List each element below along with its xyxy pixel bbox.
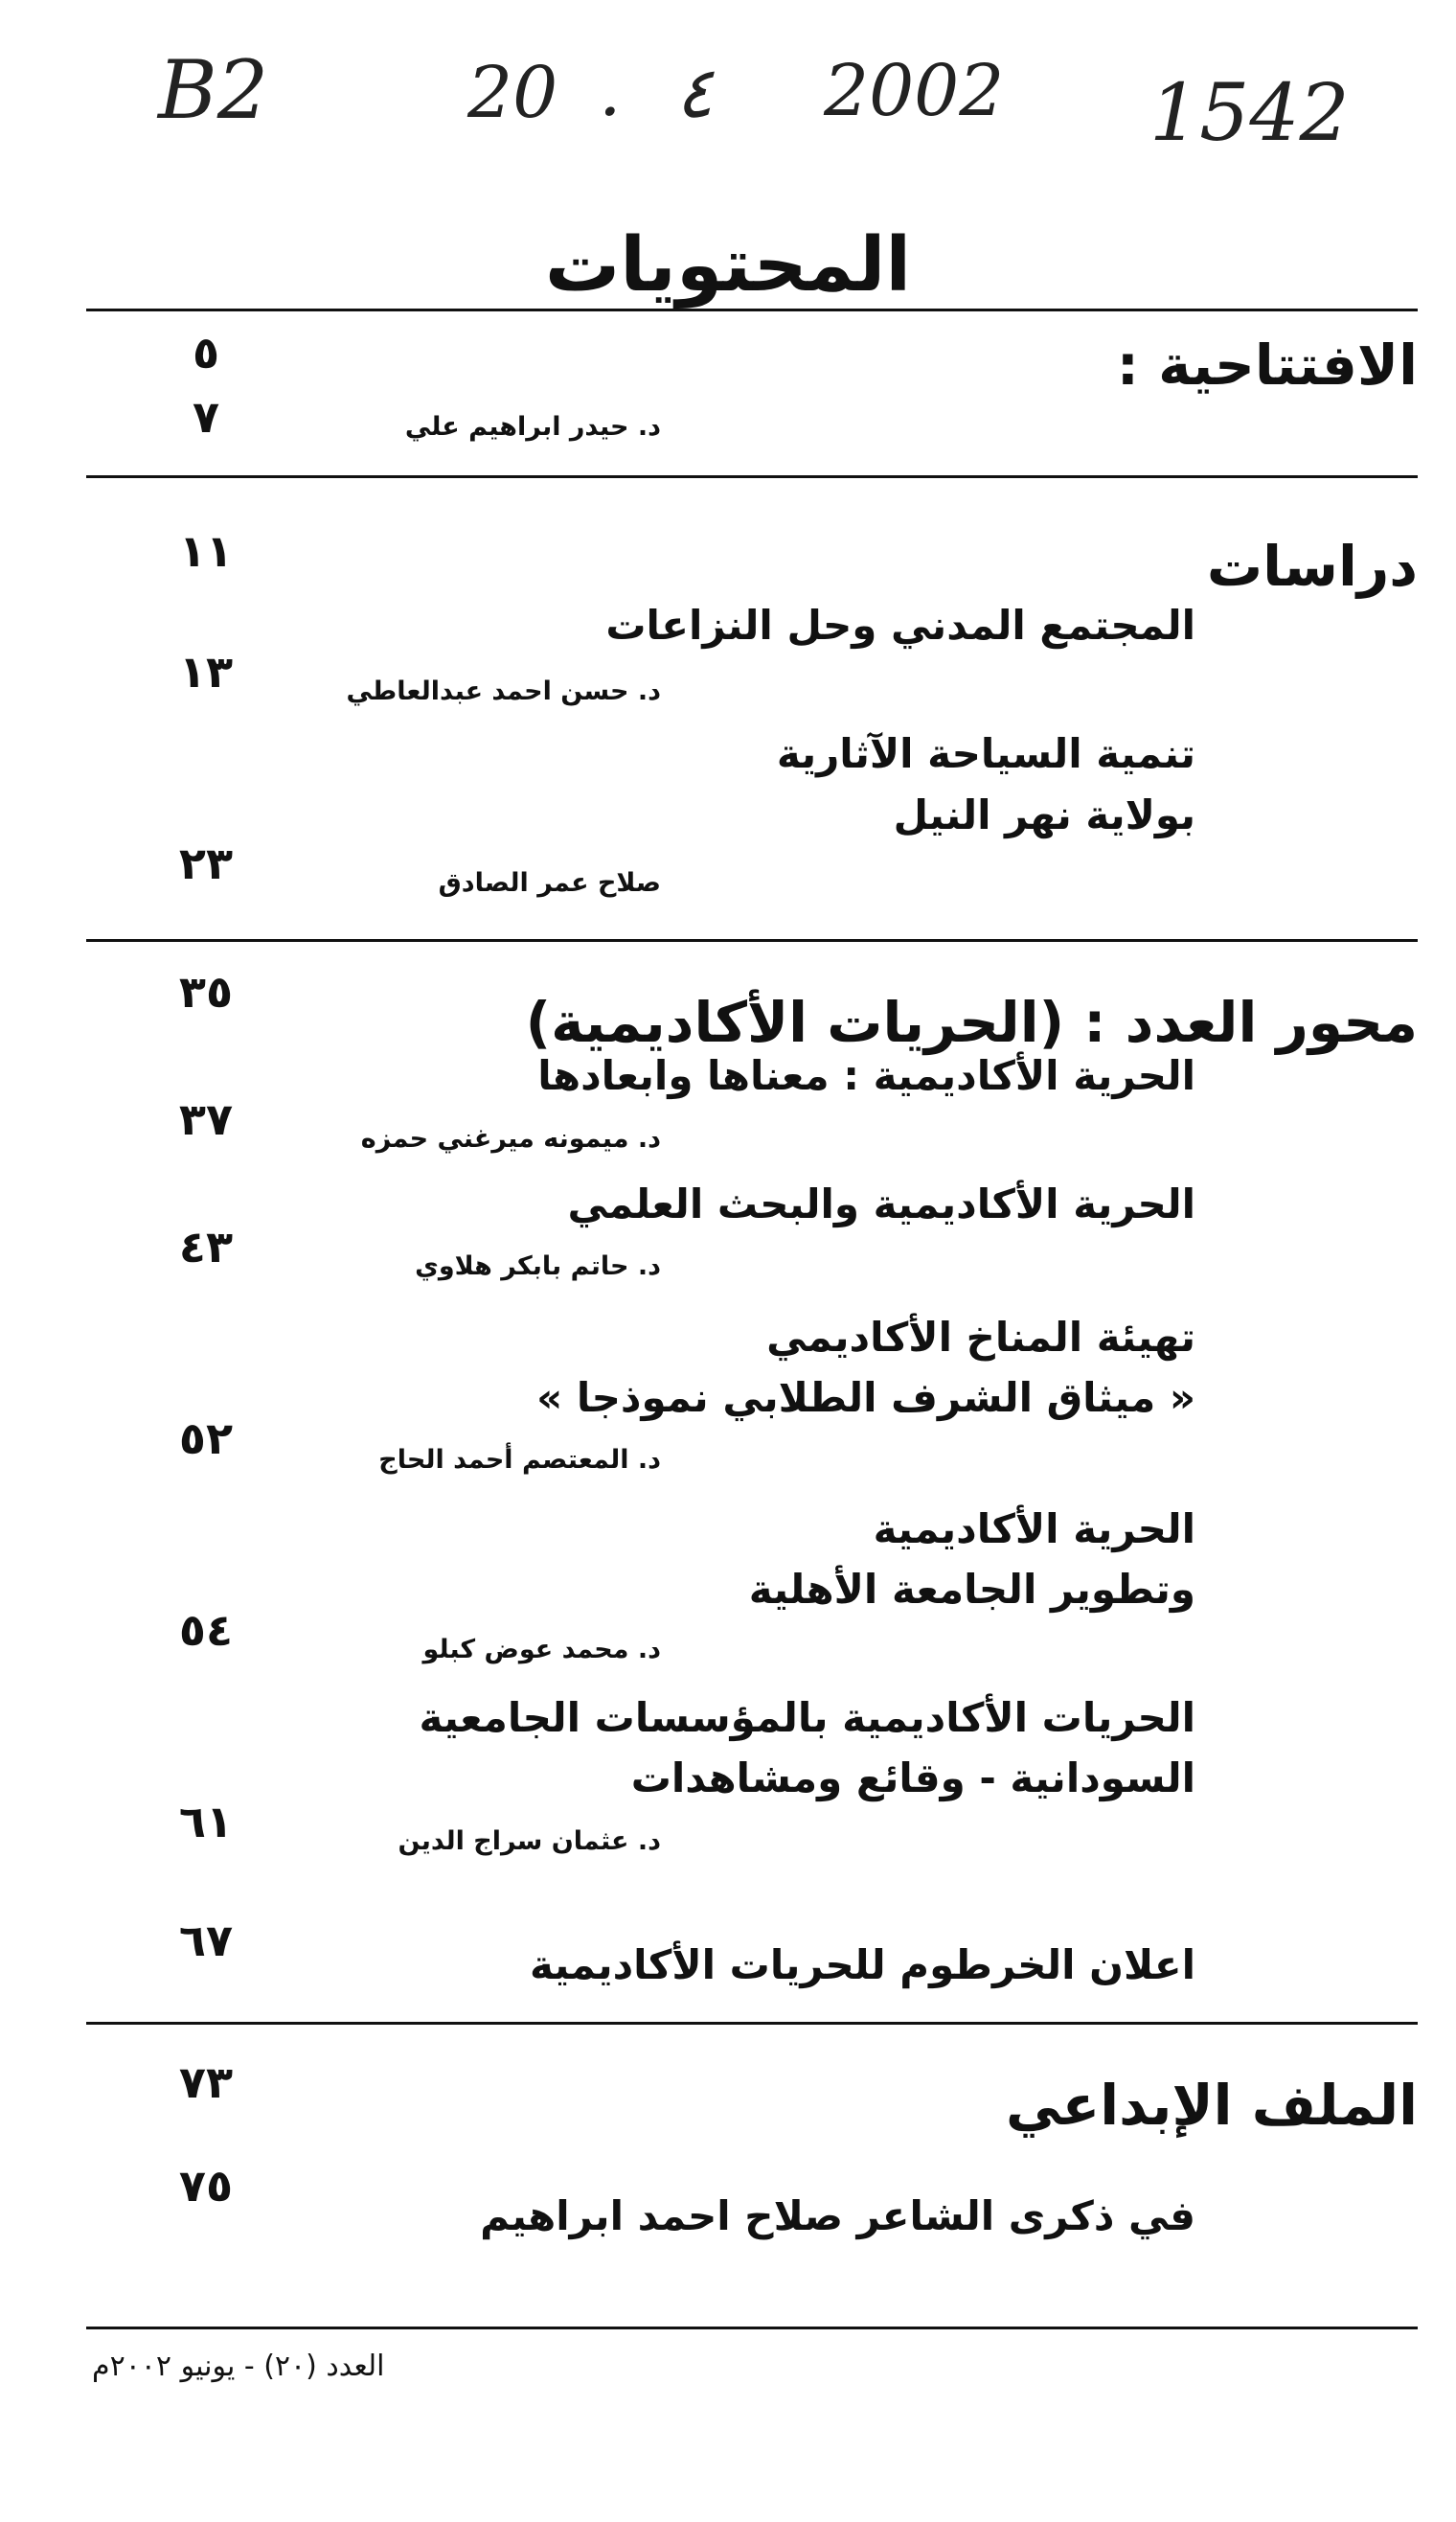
handwritten-note-1: B2: [158, 43, 269, 137]
page-number: ١٣: [178, 646, 234, 698]
page-number: ٦٧: [178, 1914, 234, 1966]
page-number: ٧٥: [178, 2160, 234, 2212]
handwritten-note-3: .: [599, 50, 622, 132]
article-title: تهيئة المناخ الأكاديمي: [766, 1314, 1195, 1361]
section-heading-focus: محور العدد : (الحريات الأكاديمية): [525, 990, 1418, 1055]
article-title: السودانية - وقائع ومشاهدات: [630, 1754, 1195, 1801]
article-title: اعلان الخرطوم للحريات الأكاديمية: [530, 1941, 1195, 1988]
page-number: ٤٣: [178, 1221, 234, 1272]
article-title: وتطوير الجامعة الأهلية: [748, 1566, 1195, 1613]
author-name: د. حيدر ابراهيم علي: [404, 412, 661, 442]
page-number: ٦١: [178, 1796, 234, 1847]
section-divider: [86, 939, 1418, 942]
article-title: الحرية الأكاديمية : معناها وابعادها: [537, 1052, 1195, 1099]
page-title: المحتويات: [544, 222, 912, 309]
author-name: د. عثمان سراج الدين: [398, 1826, 661, 1856]
handwritten-note-6: 1542: [1149, 68, 1350, 159]
page-number: ٧: [192, 391, 220, 443]
handwritten-note-2: 20: [467, 52, 558, 134]
page-number: ٧٣: [178, 2056, 234, 2108]
section-heading-creative: الملف الإبداعي: [1005, 2073, 1418, 2138]
article-title: في ذكرى الشاعر صلاح احمد ابراهيم: [480, 2192, 1195, 2239]
author-name: د. ميمونه ميرغني حمزه: [360, 1124, 661, 1154]
author-name: د. حسن احمد عبدالعاطي: [346, 676, 661, 706]
article-title: الحريات الأكاديمية بالمؤسسات الجامعية: [419, 1694, 1195, 1741]
article-title: بولاية نهر النيل: [893, 791, 1195, 838]
author-name: د. حاتم بابكر هلاوي: [415, 1251, 661, 1281]
issue-footer: العدد (٢٠) - يونيو ٢٠٠٢م: [92, 2350, 385, 2383]
page-number: ٥٤: [178, 1604, 234, 1656]
author-name: د. المعتصم أحمد الحاج: [378, 1445, 661, 1475]
article-title: الحرية الأكاديمية والبحث العلمي: [567, 1181, 1195, 1227]
author-name: صلاح عمر الصادق: [438, 868, 661, 898]
article-title: « ميثاق الشرف الطلابي نموذجا »: [536, 1374, 1195, 1421]
article-title: الحرية الأكاديمية: [873, 1505, 1195, 1552]
author-name: د. محمد عوض كبلو: [422, 1635, 661, 1664]
section-divider: [86, 2022, 1418, 2025]
section-heading-opening: الافتتاحية :: [1116, 332, 1418, 398]
page-number: ٢٣: [178, 837, 234, 889]
page-number: ١١: [178, 525, 234, 577]
handwritten-note-5: 2002: [824, 50, 1005, 132]
article-title: تنمية السياحة الآثارية: [776, 730, 1195, 777]
title-divider: [86, 309, 1418, 311]
page-number: ٣٧: [178, 1093, 234, 1145]
section-heading-studies: دراسات: [1206, 534, 1418, 599]
article-title: المجتمع المدني وحل النزاعات: [605, 602, 1195, 649]
footer-divider: [86, 2327, 1418, 2329]
page-number: ٣٥: [178, 966, 234, 1018]
page-number: ٥: [192, 327, 220, 378]
handwritten-note-4: ٤: [675, 52, 714, 134]
page-number: ٥٢: [178, 1412, 234, 1464]
section-divider: [86, 475, 1418, 478]
